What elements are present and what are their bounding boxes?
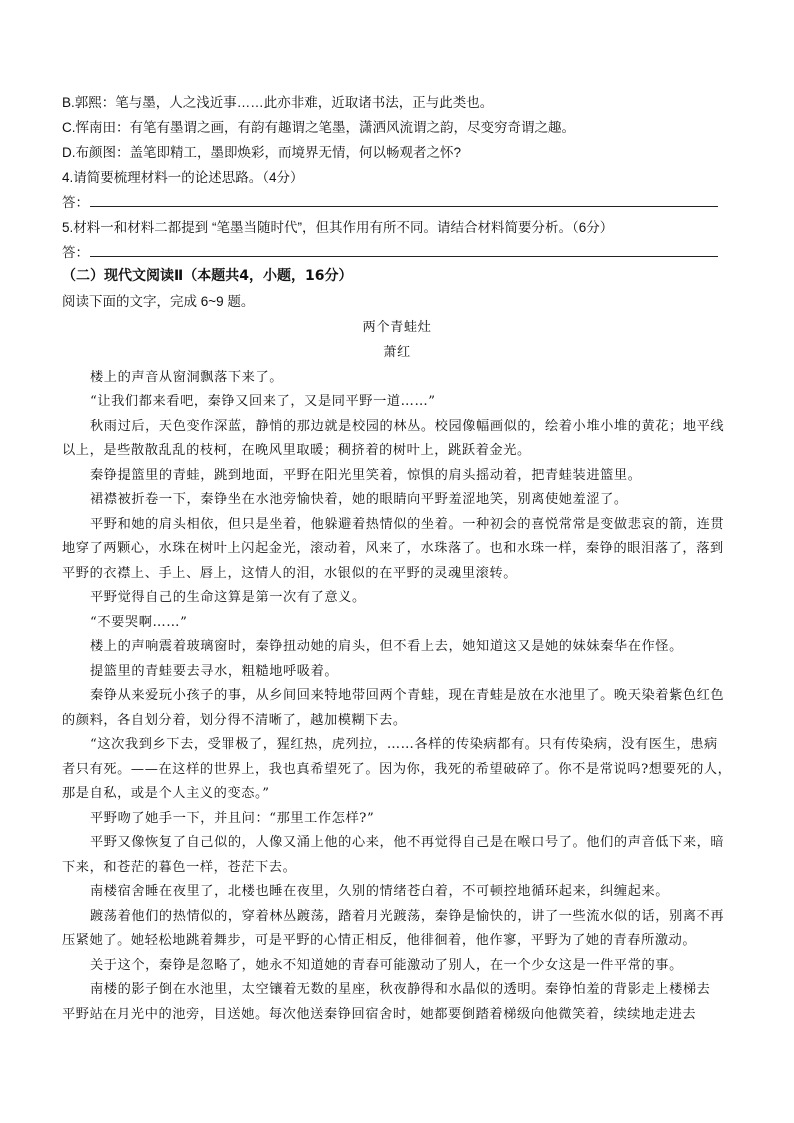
story-line: 压紧她了。她轻松地跳着舞步，可是平野的心情正相反，他徘徊着，他作寥，平野为了她的青春所激动。 <box>62 933 697 948</box>
story-line: 平野站在月光中的池旁，目送她。每次他送秦铮回宿舍时，她都要倒踏着梯级向他微笑着，续续地走进去 <box>62 1007 697 1022</box>
story-line: 地穿了两颗心，水珠在树叶上闪起金光，滚动着，风来了，水珠落了。也和水珠一样，秦铮的眼泪落了，落到 <box>62 541 724 556</box>
story-line: 南楼宿舍睡在夜里了，北楼也睡在夜里，久别的情绪苍白着，不可顿控地循环起来，纠缠起来。 <box>90 884 670 899</box>
story-line: 秦铮从来爱玩小孩子的事，从乡间回来特地带回两个青蛙，现在青蛙是放在水池里了。晚天染着紫色红色 <box>90 688 725 703</box>
story-line: 以上，是些散散乱乱的枝柯，在晚风里取暖；稠挤着的树叶上，跳跃着金光。 <box>62 443 531 458</box>
story-line: 那是自私，或是个人主义的变态。” <box>62 786 270 801</box>
answer-label-q4: 答： <box>62 195 89 210</box>
story-author: 萧红 <box>383 345 411 360</box>
story-line: 平野和她的肩头相依，但只是坐着，他躲避着热情似的坐着。一种初会的喜悦常常是变做悲哀的箭，连贯 <box>90 517 725 532</box>
story-line: 楼上的声响震着玻璃窗时，秦铮扭动她的肩头，但不看上去，她知道这又是她的妹妹秦华在作怪。 <box>90 639 683 654</box>
story-line: 的颜料，各自划分着，划分得不清晰了，越加模糊下去。 <box>62 713 407 728</box>
question-3-option-b: B.郭熙：笔与墨，人之浅近事……此亦非难，近取诸书法，正与此类也。 <box>62 95 494 110</box>
answer-line-q5[interactable] <box>90 256 718 257</box>
story-line: 提篮里的青蛙要去寻水，粗糙地呼吸着。 <box>90 664 339 679</box>
story-line: 裙襟被折卷一下，秦铮坐在水池旁愉快着，她的眼睛向平野羞涩地笑，别离使她羞涩了。 <box>90 492 628 507</box>
story-line: “让我们都来看吧，秦铮又回来了，又是同平野一道……” <box>90 394 436 409</box>
story-line: “这次我到乡下去，受罪极了，猩红热，虎列拉，……各样的传染病都有。只有传染病，没有医生，患病 <box>90 737 718 752</box>
question-3-option-d: D.布颜图：盖笔即精工，墨即焕彩，而境界无情，何以畅观者之怀? <box>62 145 462 160</box>
story-line: 平野吻了她手一下，并且问：“那里工作怎样?” <box>90 811 375 826</box>
reading-instruction: 阅读下面的文字，完成 6~9 题。 <box>62 294 255 309</box>
story-line: 平野的衣襟上、手上、唇上，这情人的泪，水银似的在平野的灵魂里滚转。 <box>62 566 517 581</box>
answer-label-q5: 答： <box>62 245 89 260</box>
story-line: 平野又像恢复了自己似的，人像又涌上他的心来，他不再觉得自己是在喉口号了。他们的声音低下来，暗 <box>90 835 725 850</box>
section-heading: （二）现代文阅读Ⅱ（本题共4，小题，16分） <box>62 268 353 284</box>
story-line: 关于这个，秦铮是忽略了，她永不知道她的青春可能激动了别人，在一个少女这是一件平常的事。 <box>90 958 683 973</box>
story-line: 踱荡着他们的热情似的，穿着林丛踱荡，踏着月光踱荡，秦铮是愉快的，讲了一些流水似的话，别离不再 <box>90 909 725 924</box>
story-title: 两个青蛙灶 <box>362 320 432 335</box>
answer-line-q4[interactable] <box>90 206 718 207</box>
story-line: 秋雨过后，天色变作深蓝，静悄的那边就是校园的林丛。校园像幅画似的，绘着小堆小堆的黄花；地平线 <box>90 419 725 434</box>
story-line: 平野觉得自己的生命这算是第一次有了意义。 <box>90 590 366 605</box>
question-5-prompt: 5.材料一和材料二都提到 “笔墨当随时代”，但其作用有所不同。请结合材料简要分析。（6分） <box>62 220 614 235</box>
story-line: 秦铮提篮里的青蛙，跳到地面，平野在阳光里笑着，惊惧的肩头摇动着，把青蛙装进篮里。 <box>90 468 642 483</box>
story-line: 下来，和苍茫的暮色一样，苍茫下去。 <box>62 860 297 875</box>
story-line: 者只有死。——在这样的世界上，我也真希望死了。因为你，我死的希望破碎了。你不是常说吗?想要死的人， <box>62 762 732 777</box>
story-line: 楼上的声音从窗洞飘落下来了。 <box>90 370 284 385</box>
question-4-prompt: 4.请简要梳理材料一的论述思路。（4分） <box>62 170 304 185</box>
question-3-option-c: C.恽南田：有笔有墨谓之画，有韵有趣谓之笔墨，潇洒风流谓之韵，尽变穷奇谓之趣。 <box>62 120 575 135</box>
story-line: 南楼的影子倒在水池里，太空镶着无数的星座，秋夜静得和水晶似的透明。秦铮怕羞的背影走上楼梯去 <box>90 982 711 997</box>
story-line: “不要哭啊……” <box>90 615 188 630</box>
